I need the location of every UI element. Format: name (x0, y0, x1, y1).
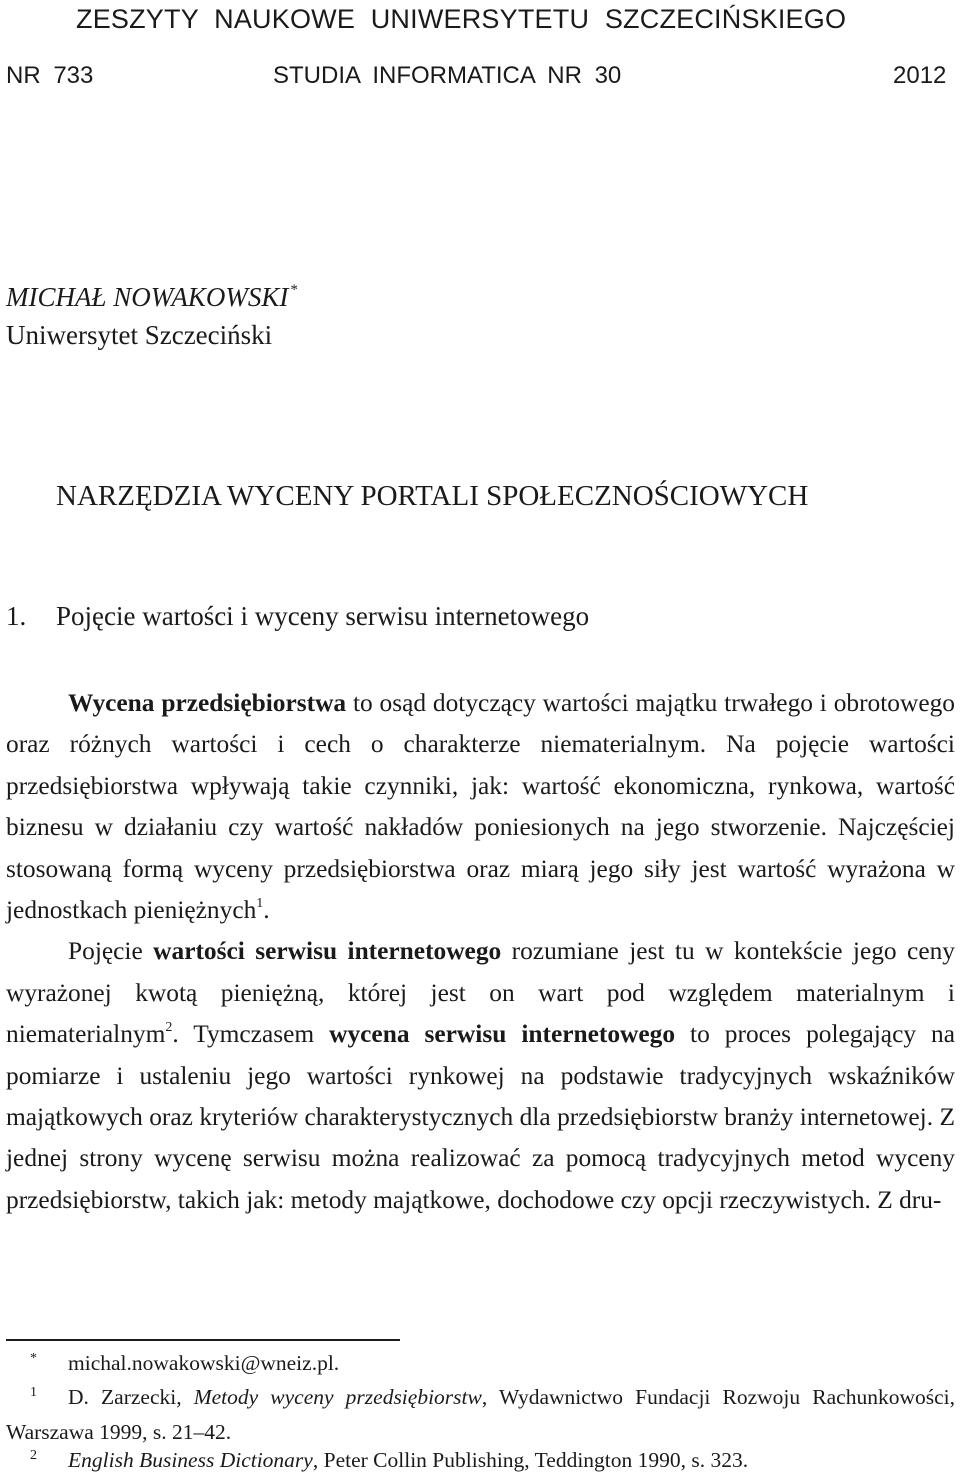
author-footnote-marker: * (290, 282, 298, 298)
footnote-2: 2 English Business Dictionary, Peter Collin Publishing, Teddington 1990, s. 323. (30, 1448, 749, 1472)
footnote-1-post: , Wydawnictwo Fundacji Rozwoju Rachunkowości, Warszawa 1999, s. 21–42. (6, 1385, 955, 1444)
footnote-author: * michal.nowakowski@wneiz.pl. (30, 1351, 340, 1375)
bold-term-wycena-serwisu: wycena serwisu internetowego (329, 1020, 676, 1049)
paragraph-2 (6, 931, 955, 1221)
section-number: 1. (6, 601, 27, 631)
author-name (6, 282, 298, 313)
issue-number: NR 733 (6, 62, 94, 89)
footnote-1-book-title: Metody wyceny przedsiębiorstw (193, 1385, 482, 1409)
paragraph-1-text: to osąd dotyczący wartości majątku trwałego i obrotowego oraz różnych wartości i cech o charakterze niematerialnym. Na pojęcie wartości przedsiębiorstwa wpływają takie czynniki, jak: wartość ekonomiczna, rynkowa, wartość biznesu w działaniu czy wartość nakładów poniesionych na jego stworzenie. Najczęściej stosowaną formą wyceny przedsiębiorstwa oraz miarą jego siły jest wartość wyrażona w jednostkach pieniężnych (6, 689, 955, 925)
journal-title: ZESZYTY NAUKOWE UNIWERSYTETU SZCZECIŃSKIEGO (76, 4, 847, 34)
bold-term-wycena-przedsiebiorstwa: Wycena przedsiębiorstwa (68, 689, 347, 717)
publication-year: 2012 (893, 62, 947, 89)
author-affiliation: Uniwersytet Szczeciński (6, 320, 273, 350)
paragraph-1 (6, 683, 955, 931)
paragraph-2-mid-1: rozumiane jest tu w kontekście jego ceny wyrażonej kwotą pieniężną, której jest on wart pod względem materialnym i niematerialnym (6, 937, 955, 1049)
footnote-ref-2[interactable]: 2 (165, 1020, 173, 1036)
paragraph-1-end: . (263, 896, 270, 925)
footnote-email[interactable]: michal.nowakowski@wneiz.pl. (68, 1351, 340, 1375)
footnote-divider (6, 1339, 400, 1341)
paragraph-2-end: to proces polegający na pomiarze i ustaleniu jego wartości rynkowej na podstawie tradycyjnych wskaźników majątkowych oraz kryteriów charakterystycznych dla przedsiębiorstw branży internetowej. Z jednej strony wycenę serwisu można realizować za pomocą tradycyjnych metod wyceny przedsiębiorstw, takich jak: metody majątkowe, dochodowe czy opcji rzeczywistych. Z dru- (6, 1020, 955, 1214)
footnote-1-pre: D. Zarzecki, (68, 1385, 194, 1409)
paragraph-2-start: Pojęcie (68, 937, 154, 966)
body-text (6, 683, 955, 1221)
footnote-ref-1[interactable]: 1 (256, 896, 264, 912)
paragraph-2-mid-2: . Tymczasem (172, 1020, 330, 1049)
paper-title: NARZĘDZIA WYCENY PORTALI SPOŁECZNOŚCIOWYCH (56, 480, 809, 512)
footnote-1: 1 D. Zarzecki, Metody wyceny przedsiębiorstw, Wydawnictwo Fundacji Rozwoju Rachunkowości, Warszawa 1999, s. 21–42. (6, 1385, 955, 1444)
section-heading (6, 601, 589, 632)
bold-term-wartosci-serwisu: wartości serwisu internetowego (153, 937, 502, 966)
section-heading-text: Pojęcie wartości i wyceny serwisu internetowego (56, 601, 590, 631)
series-title: STUDIA INFORMATICA NR 30 (273, 62, 622, 89)
author-name-text: MICHAŁ NOWAKOWSKI (6, 282, 289, 312)
footnote-2-post: , Peter Collin Publishing, Teddington 1990, s. 323. (312, 1448, 749, 1472)
footnote-2-book-title: English Business Dictionary (68, 1448, 313, 1472)
